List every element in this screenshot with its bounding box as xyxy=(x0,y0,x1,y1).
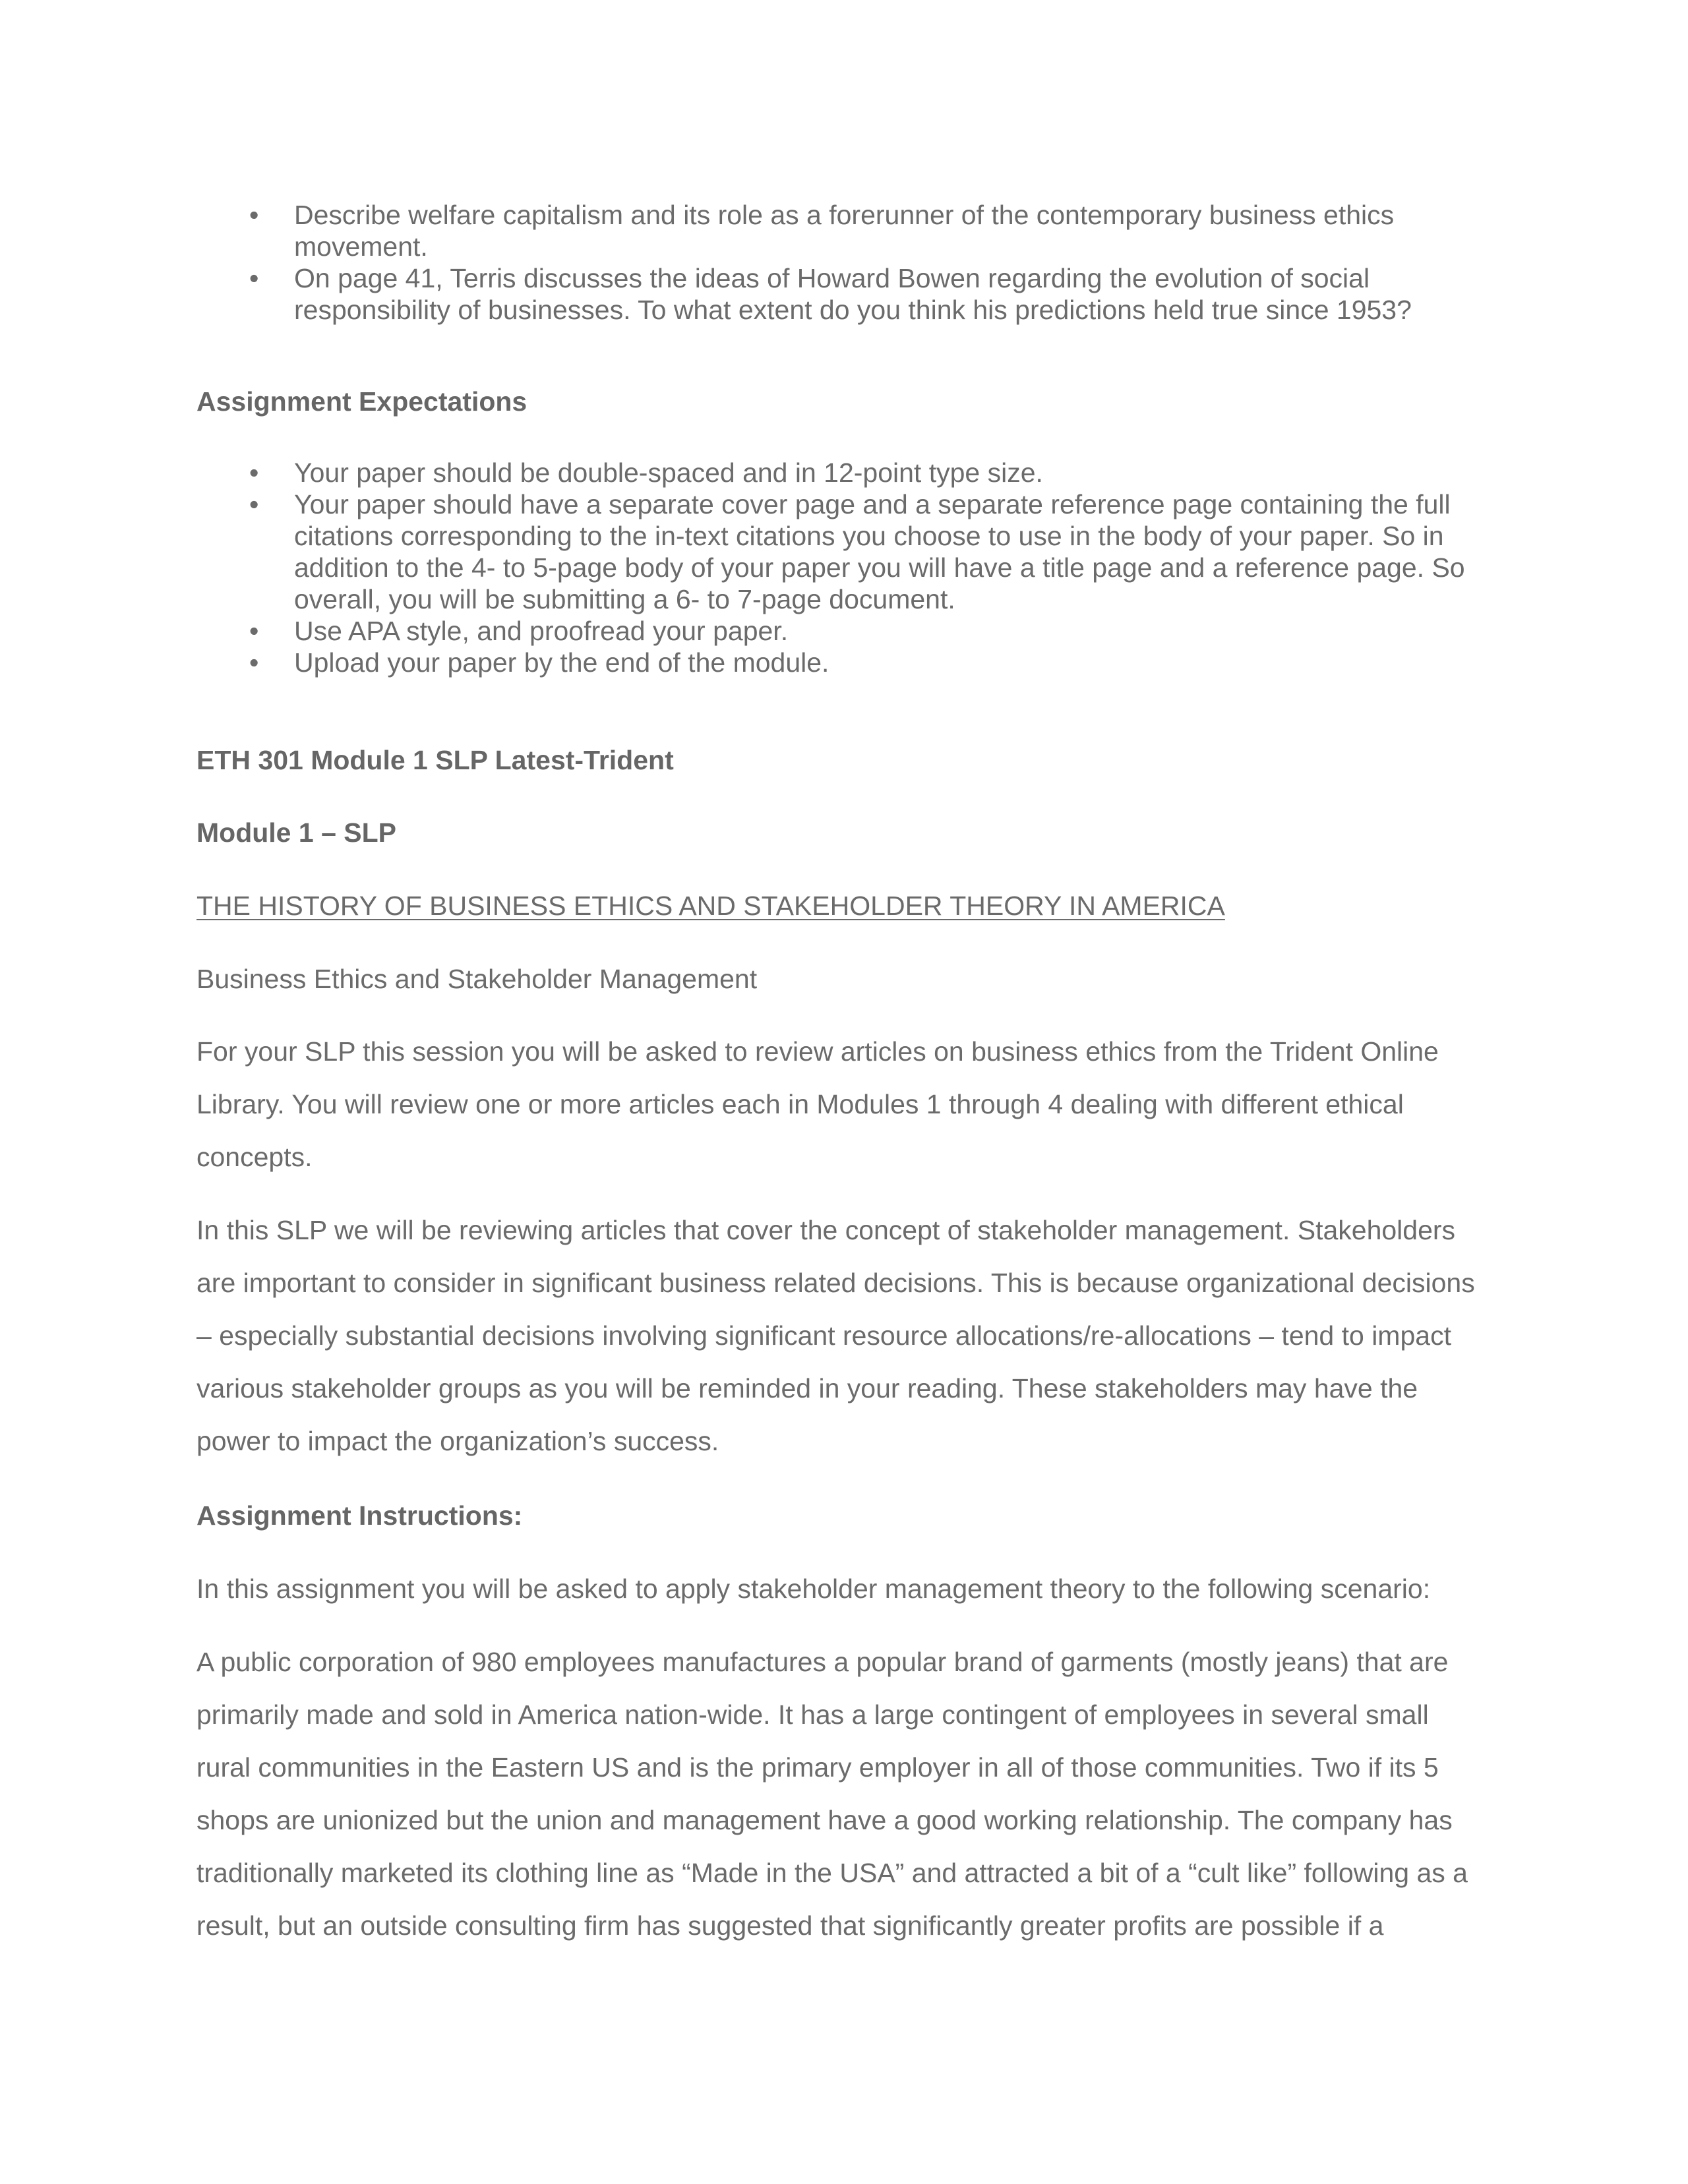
bullet-icon: • xyxy=(249,489,259,519)
topic-title: THE HISTORY OF BUSINESS ETHICS AND STAKEHOLDER THEORY IN AMERICA xyxy=(196,891,1225,921)
module-heading: Module 1 – SLP xyxy=(196,817,396,848)
list-item xyxy=(196,199,1489,262)
list-item xyxy=(196,457,1489,488)
bullet-icon: • xyxy=(249,457,259,488)
list-item xyxy=(196,615,1489,647)
instructions-intro: In this assignment you will be asked to apply stakeholder management theory to the following scenario: xyxy=(196,1574,1431,1604)
expectation-text: Use APA style, and proofread your paper. xyxy=(294,616,789,646)
list-item xyxy=(196,262,1489,326)
instructions-heading: Assignment Instructions: xyxy=(196,1500,523,1531)
question-text: Describe welfare capitalism and its role as a forerunner of the contemporary business ethics movement. xyxy=(294,200,1395,262)
list-item xyxy=(196,488,1489,615)
subtitle: Business Ethics and Stakeholder Management xyxy=(196,964,758,994)
bullet-icon: • xyxy=(249,200,259,230)
expectation-text: Upload your paper by the end of the module. xyxy=(294,647,829,678)
question-text: On page 41, Terris discusses the ideas of Howard Bowen regarding the evolution of social responsibility of businesses. To what extent do you think his predictions held true since 1953? xyxy=(294,263,1412,325)
question-list xyxy=(196,199,1489,326)
paragraph-scenario: A public corporation of 980 employees manufactures a popular brand of garments (mostly jeans) that are primarily made and sold in America nation-wide. It has a large contingent of employees in several small rural communities in the Eastern US and is the primary employer in all of those communities. Two if its 5 shops are unionized but the union and management have a good working relationship. The company has traditionally marketed its clothing line as “Made in the USA” and attracted a bit of a “cult like” following as a result, but an outside consulting firm has suggested that significantly greater profits are possible if a xyxy=(196,1647,1468,1941)
paragraph-intro: For your SLP this session you will be asked to review articles on business ethics from the Trident Online Library. You will review one or more articles each in Modules 1 through 4 dealing with different ethical concepts. xyxy=(196,1036,1439,1172)
slp-title: ETH 301 Module 1 SLP Latest-Trident xyxy=(196,745,674,775)
expectations-heading: Assignment Expectations xyxy=(196,386,528,417)
expectation-text: Your paper should be double-spaced and in 12-point type size. xyxy=(294,457,1043,488)
bullet-icon: • xyxy=(249,263,259,293)
list-item xyxy=(196,647,1489,678)
paragraph-stakeholders: In this SLP we will be reviewing articles that cover the concept of stakeholder management. Stakeholders are important to consider in significant business related decisions. This is because organizational decisions – especially substantial decisions involving significant resource allocations/re-allocations – tend to impact various stakeholder groups as you will be reminded in your reading. These stakeholders may have the power to impact the organization’s success. xyxy=(196,1215,1475,1456)
expectations-list xyxy=(196,457,1489,678)
expectation-text: Your paper should have a separate cover page and a separate reference page containing the full citations corresponding to the in-text citations you choose to use in the body of your paper. So in addition to the 4- to 5-page body of your paper you will have a title page and a reference page. So overall, you will be submitting a 6- to 7-page document. xyxy=(294,489,1465,614)
bullet-icon: • xyxy=(249,647,259,678)
bullet-icon: • xyxy=(249,616,259,646)
